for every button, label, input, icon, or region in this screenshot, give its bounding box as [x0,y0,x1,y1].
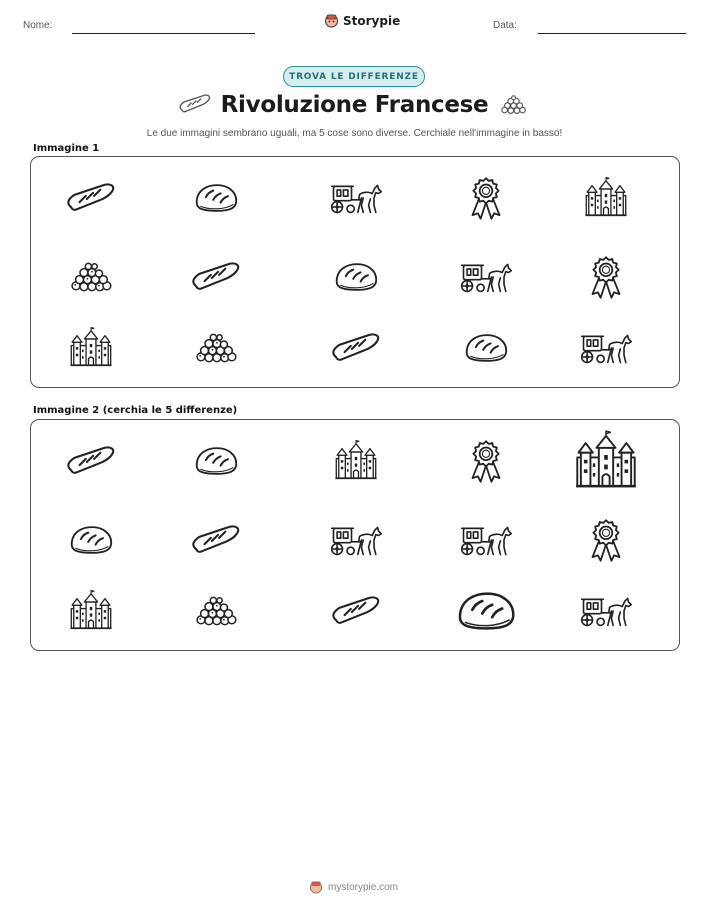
page-title: Rivoluzione Francese [220,92,489,118]
baguette-icon[interactable] [65,180,117,216]
castle-icon[interactable] [333,440,379,482]
panel-2-label: Immagine 2 (cerchia le 5 differenze) [33,405,238,416]
brand-name: Storypie [343,13,401,28]
carriage-icon[interactable] [459,259,513,295]
baguette-icon[interactable] [330,593,382,629]
baguette-icon[interactable] [330,330,382,366]
image-panel-1[interactable] [30,156,680,388]
bread-icon[interactable] [463,331,509,365]
jewels-icon[interactable] [194,595,238,627]
carriage-icon[interactable] [579,330,633,366]
baguette-icon[interactable] [65,443,117,479]
jewels-icon [499,95,527,115]
name-label: Nome: [23,20,53,31]
rosette-icon[interactable] [468,437,504,485]
baguette-icon[interactable] [190,259,242,295]
activity-badge: TROVA LE DIFFERENZE [283,66,425,87]
mascot-icon [324,13,339,28]
instructions: Le due immagini sembrano uguali, ma 5 cose sono diverse. Cerchiale nell'immagine in basso! [146,128,563,139]
name-field[interactable] [72,33,255,34]
carriage-icon[interactable] [329,522,383,558]
rosette-icon[interactable] [588,516,624,564]
castle-icon[interactable] [573,431,640,492]
jewels-icon[interactable] [194,332,238,364]
brand-logo [324,13,400,28]
castle-icon[interactable] [68,590,114,632]
date-label: Data: [493,20,517,31]
baguette-icon[interactable] [190,522,242,558]
bread-icon[interactable] [455,588,517,634]
carriage-icon[interactable] [579,593,633,629]
bread-icon[interactable] [333,260,379,294]
castle-icon[interactable] [68,327,114,369]
carriage-icon[interactable] [329,180,383,216]
mascot-icon [309,880,323,894]
bread-icon[interactable] [193,181,239,215]
bread-icon[interactable] [193,444,239,478]
rosette-icon[interactable] [588,253,624,301]
jewels-icon[interactable] [69,261,113,293]
footer [309,880,398,894]
panel-1-label: Immagine 1 [33,143,100,154]
carriage-icon[interactable] [459,522,513,558]
date-field[interactable] [538,33,686,34]
image-panel-2[interactable] [30,419,680,651]
castle-icon[interactable] [583,177,629,219]
rosette-icon[interactable] [468,174,504,222]
footer-site: mystorypie.com [328,881,399,893]
bread-icon[interactable] [68,523,114,557]
